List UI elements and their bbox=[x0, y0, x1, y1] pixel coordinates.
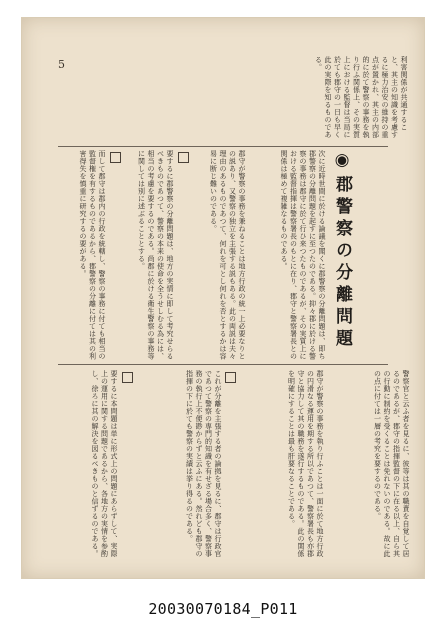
section-divider-middle bbox=[58, 364, 388, 365]
square-marker bbox=[122, 372, 133, 383]
article-column-d: 而して郡守は郡内の行政を統轄し、警察の事務に付ても相当の監督権を有するものであるから、郡警察の分離に付ては其の利害得失を慎重に研究するの要がある。 bbox=[79, 150, 106, 360]
square-marker bbox=[110, 152, 121, 163]
lower-column-a: 警察官と云ふ者を見るに、彼等は其の職責を自覚して居るのであるが、郡守の指揮監督の下に在る以上、自ら其の行動に制約を受くることは免れないのである。故に此の点に付ては一層の考究を要するのである。 bbox=[373, 370, 410, 558]
article-title: ◉郡警察の分離問題 bbox=[332, 150, 352, 351]
page-number: 5 bbox=[58, 58, 65, 71]
section-divider-top bbox=[58, 146, 388, 147]
square-marker bbox=[178, 152, 189, 163]
article-column-b: 郡守が警察の事務を兼ねることは地方行政の統一上必要なりとの説あり、又警察の独立を主張する説もある。此の両説は夫々理由のあるものであつて、何れを可とし何れを否とするかは容易に断じ難いのである。 bbox=[209, 150, 246, 360]
archive-caption: 20030070184_P011 bbox=[148, 600, 298, 618]
article-column-a: 次に近時世間に於ける論議を聞くに郡警察の分離問題は、即ち郡警察の分離問題を起すに至つたのである。抑々郡に於ける警察の事務は郡守に於て行ひ来つたものであるが、その実質上における監督指揮は警察署長のもとに在り、郡守と警察署長との関係は極めて複雑なるものである。 bbox=[280, 150, 326, 360]
lower-column-d: 要するに本問題は単に形式上の問題にあらずして、実際上の運用に関する問題であるから、各地方の実情を参酌し、徐ろに其の解決を図るべきものと信ずるのである。 bbox=[91, 370, 118, 558]
intro-paragraph: 利害関係が共通すること、其主の知識を考慮するに極力治安の維持の重点が置かれ、其主の内部的に於て警察の事務を執り行ふ関係上、その実質上における監督は当局に於ても郡守の一日も早く此の実際を知るものである。 bbox=[314, 56, 408, 139]
document-page bbox=[22, 18, 424, 578]
square-marker bbox=[225, 372, 236, 383]
article-column-c: 要するに郡警察の分離問題は、地方の実情に即して考究せらるべきものであつて、警察の本来の使命を全うせしむる為には、相当の考慮を要するのである。尚郡に於ける衛生警察の事務等に関しては別に述ぶることとする。 bbox=[137, 150, 174, 360]
lower-column-c: これが分離を主張する者の論拠を見るに、郡守は行政官であつて警察の専門的知識を有せざる場合多く、警察事務の執行上不便尠からずと云ふにある。然れども郡守の指揮の下に於ても警察の実績は挙り得るのである。 bbox=[185, 370, 222, 558]
lower-column-b: 郡守が警察の事務を執り行ふことは一面に於て地方行政の円滑なる運用を期する所以であつて、警察署長も亦郡守と協力して其の職務を遂行するものである。此の関係を明確にすることは最も肝要なることである。 bbox=[287, 370, 324, 558]
